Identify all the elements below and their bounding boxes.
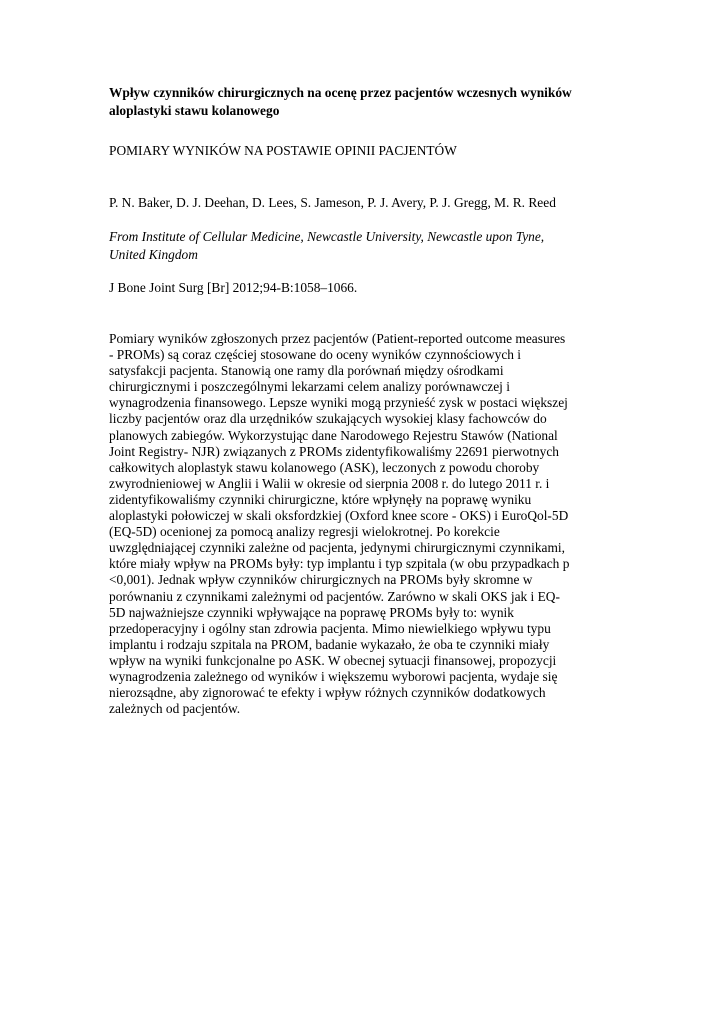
- abstract-paragraph: Pomiary wyników zgłoszonych przez pacjentów (Patient-reported outcome measures - PROMs) są coraz częściej stosowane do oceny wyników czynnościowych i satysfakcji pacjenta. Stanowią one ramy dla porównań między ośrodkami chirurgicznymi i poszczególnymi lekarzami celem analizy porównawczej i wynagrodzenia finansowego. Lepsze wyniki mogą przynieść zysk w postaci większej liczby pacjentów oraz dla urzędników szukających wysokiej klasy fachowców do planowych zabiegów. Wykorzystując dane Narodowego Rejestru Stawów (National Joint Registry- NJR) związanych z PROMs zidentyfikowaliśmy 22691 pierwotnych całkowitych aloplastyk stawu kolanowego (ASK), leczonych z powodu choroby zwyrodnieniowej w Anglii i Walii w okresie od sierpnia 2008 r. do lutego 2011 r. i zidentyfikowaliśmy czynniki chirurgiczne, które wpłynęły na poprawę wyniku aloplastyki połowiczej w skali oksfordzkiej (Oxford knee score - OKS) i EuroQol-5D (EQ-5D) ocenionej za pomocą analizy regresji wielokrotnej. Po korekcie uwzględniającej czynniki zależne od pacjenta, jedynymi chirurgicznymi czynnikami, które miały wpływ na PROMs były: typ implantu i typ szpitala (w obu przypadkach p <0,001). Jednak wpływ czynników chirurgicznych na PROMs były skromne w porównaniu z czynnikami zależnymi od pacjentów. Zarówno w skali OKS jak i EQ- 5D najważniejsze czynniki wpływające na poprawę PROMs były to: wynik przedoperacyjny i ogólny stan zdrowia pacjenta. Mimo niewielkiego wpływu typu implantu i rodzaju szpitala na PROM, badanie wykazało, że oba te czynniki miały wpływ na wyniki funkcjonalne po ASK. W obecnej sytuacji finansowej, propozycji wynagrodzenia zależnego od wyników i większemu wyborowi pacjenta, wydaje się nierozsądne, aby zignorować te efekty i wpływ różnych czynników dodatkowych zależnych od pacjentów.: [109, 331, 570, 717]
- document-title: Wpływ czynników chirurgicznych na ocenę przez pacjentów wczesnych wyników aloplastyki stawu kolanowego: [109, 85, 572, 118]
- document-subtitle: POMIARY WYNIKÓW NA POSTAWIE OPINII PACJENTÓW: [109, 143, 457, 158]
- document-page: [109, 84, 619, 717]
- affiliation: From Institute of Cellular Medicine, Newcastle University, Newcastle upon Tyne, United Kingdom: [109, 229, 545, 262]
- journal-citation: J Bone Joint Surg [Br] 2012;94-B:1058–1066.: [109, 280, 358, 295]
- author-list: P. N. Baker, D. J. Deehan, D. Lees, S. Jameson, P. J. Avery, P. J. Gregg, M. R. Reed: [109, 195, 556, 210]
